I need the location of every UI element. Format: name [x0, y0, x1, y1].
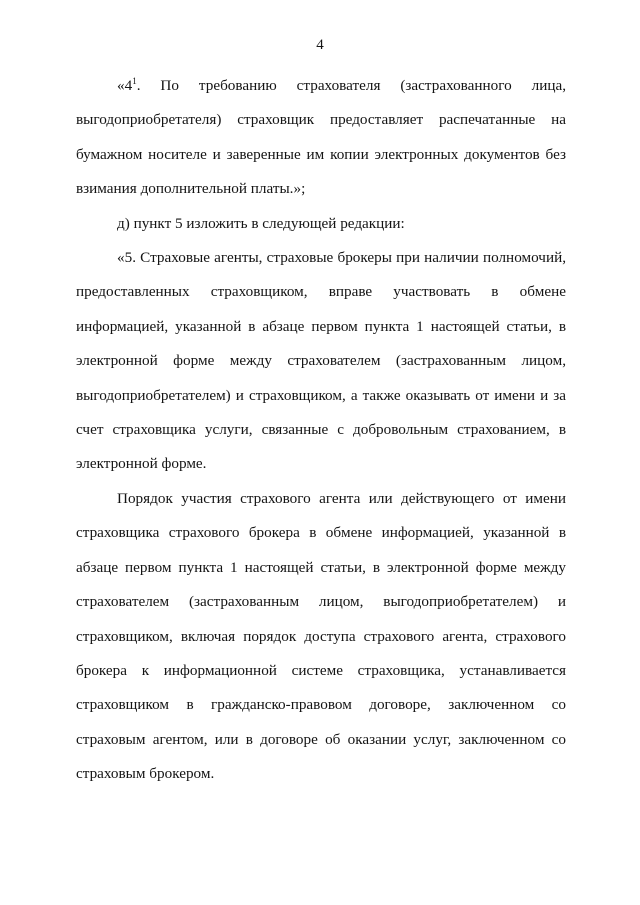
clause-number: «4: [117, 77, 133, 94]
clause-superscript: 1: [132, 76, 137, 86]
paragraph-subitem-d: д) пункт 5 изложить в следующей редакции:: [117, 214, 405, 232]
paragraph-procedure: Порядок участия страхового агента или действующего от имени страховщика страхового брокера в обмене информацией, указанной в абзаце первом пункта 1 настоящей статьи, в электронной форме между страхователем (застрахованным лицом, выгодоприобретателем) и страховщиком, включая порядок доступа страхового агента, страхового брокера к информационной системе страховщика, устанавливается страховщиком в гражданско-правовом договоре, заключенном со страховым агентом, или в договоре об оказании услуг, заключенном со страховым брокером.: [76, 489, 566, 783]
paragraph-clause-4-1: [76, 69, 566, 207]
paragraph-text: . По требованию страхователя (застрахованного лица, выгодоприобретателя) страховщик предоставляет распечатанные на бумажном носителе и заверенные им копии электронных документов без взимания дополнительной платы.»;: [76, 77, 566, 198]
document-body: [76, 69, 566, 792]
paragraph-clause-5: «5. Страховые агенты, страховые брокеры при наличии полномочий, предоставленных страховщиком, вправе участвовать в обмене информацией, указанной в абзаце первом пункта 1 настоящей статьи, в электронной форме между страхователем (застрахованным лицом, выгодоприобретателем) и страховщиком, а также оказывать от имени и за счет страховщика услуги, связанные с добровольным страхованием, в электронной форме.: [76, 249, 566, 473]
page-number: 4: [316, 37, 324, 53]
